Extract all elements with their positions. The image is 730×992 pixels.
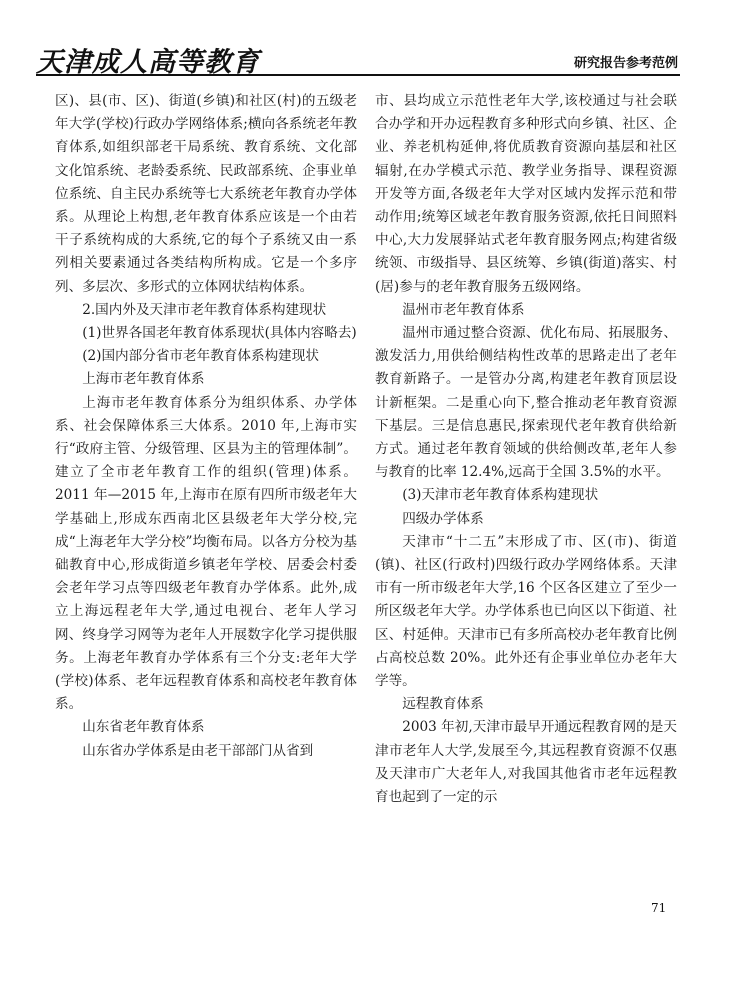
paragraph: 天津市“十二五”末形成了市、区(市)、街道(镇)、社区(行政村)四级行政办学网络体系。天津市有一所市级老年大学,16 个区各区建立了至少一所区级老年大学。办学体系也已向区以下街道、社区、村延伸。天津市已有多所高校办老年教育比例占高校总数 20%。此外还有企事业单位办老年大学等。 xyxy=(375,533,677,690)
page-number: 71 xyxy=(651,901,667,915)
topic-heading: 山东省老年教育体系 xyxy=(82,719,205,736)
section-label: 研究报告参考范例 xyxy=(573,56,678,71)
paragraph: 市、县均成立示范性老年大学,该校通过与社会联合办学和开办远程教育多种形式向乡镇、社区、企业、养老机构延伸,将优质教育资源向基层和社区辐射,在办学模式示范、教学业务指导、课程资源开发等方面,各级老年大学对区域内发挥示范和带动作用;统筹区域老年教育服务资源,依托日间照料中心,大力发展驿站式老年教育服务网点;构建省级统领、市级指导、县区统筹、乡镇(街道)落实、村(居)参与的老年教育服务五级网络。 xyxy=(375,93,677,295)
paragraph: 区)、县(市、区)、街道(乡镇)和社区(村)的五级老年大学(学校)行政办学网络体系;横向各系统老年教育体系,如组织部老干局系统、教育系统、文化部文化馆系统、老龄委系统、民政部系统、企事业单位系统、自主民办系统等七大系统老年教育办学体系。从理论上构想,老年教育体系应该是一个由若干子系统构成的大系统,它的每个子系统又由一系列相关要素通过各类结构所构成。它是一个多序列、多层次、多形式的立体网状结构体系。 xyxy=(55,93,357,295)
journal-masthead: 天津成人高等教育 xyxy=(36,47,260,78)
header-rule xyxy=(36,74,680,76)
topic-heading: 上海市老年教育体系 xyxy=(82,371,205,388)
subsection-heading: (1)世界各国老年教育体系现状(具体内容略去) xyxy=(82,325,357,342)
right-column xyxy=(375,90,677,809)
topic-heading: 温州市老年教育体系 xyxy=(402,301,525,318)
topic-heading: 四级办学体系 xyxy=(402,510,484,527)
paragraph: 温州市通过整合资源、优化布局、拓展服务、激发活力,用供给侧结构性改革的思路走出了老年教育新路子。一是管办分离,构建老年教育顶层设计新框架。二是重心向下,整合推动老年教育资源下基层。三是信息惠民,探索现代老年教育供给新方式。通过老年教育领域的供给侧改革,老年人参与教育的比率 12.4%,远高于全国 3.5%的水平。 xyxy=(375,325,677,481)
paragraph: 2003 年初,天津市最早开通远程教育网的是天津市老年人大学,发展至今,其远程教育资源不仅惠及天津市广大老年人,对我国其他省市老年远程教育也起到了一定的示 xyxy=(375,719,677,806)
section-heading: 2.国内外及天津市老年教育体系构建现状 xyxy=(82,301,327,318)
subsection-heading: (2)国内部分省市老年教育体系构建现状 xyxy=(82,348,319,365)
paragraph: 上海市老年教育体系分为组织体系、办学体系、社会保障体系三大体系。2010 年,上海市实行“政府主管、分级管理、区县为主的管理体制”。建立了全市老年教育工作的组织(管理)体系。2011 年—2015 年,上海市在原有四所市级老年大学基础上,形成东西南北区县级老年大学分校,完成“上海老年大学分校”均衡布局。以各方分校为基础教育中心,形成街道乡镇老年学校、居委会村委会老年学习点等四级老年教育办学体系。此外,成立上海远程老年大学,通过电视台、老年人学习网、终身学习网等为老年人开展数字化学习提供服务。上海老年教育办学体系有三个分支:老年大学(学校)体系、老年远程教育体系和高校老年教育体系。 xyxy=(55,394,357,713)
subsection-heading: (3)天津市老年教育体系构建现状 xyxy=(402,487,599,504)
paragraph: 山东省办学体系是由老干部部门从省到 xyxy=(82,742,314,759)
topic-heading: 远程教育体系 xyxy=(402,696,484,713)
left-column xyxy=(55,90,357,763)
